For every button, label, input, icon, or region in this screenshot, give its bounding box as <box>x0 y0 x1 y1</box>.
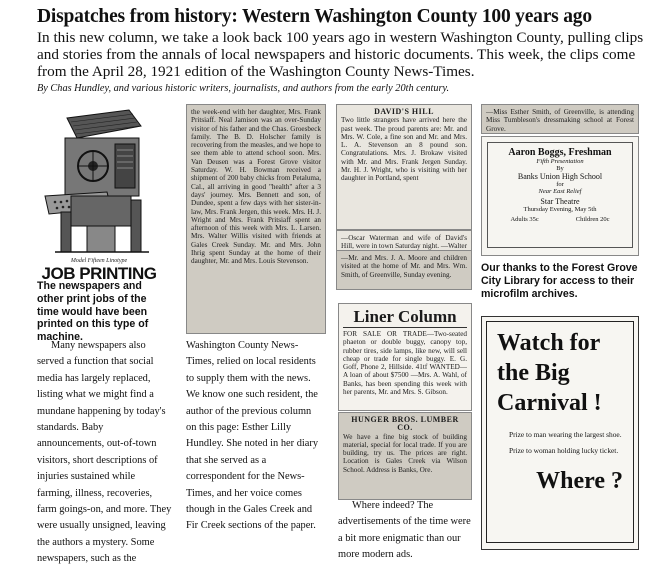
linotype-machine-icon <box>37 104 161 280</box>
job-printing-banner: JOB PRINTING <box>41 264 157 280</box>
news-clip-family-notes <box>186 104 326 334</box>
clip-text: FOR SALE OR TRADE—Two-seated phaeton or double buggy, canopy top, rubber tires, side lamps, like new, will sell cheap or trade for single buggy. E. G. Goff, Phone 2, Hillside. 41tf WANTED—A loan of about $7500 —Mrs. A. Wahl, of Banks, has been spending this week with her parents, Mr. and Mrs. S. Gibson. <box>343 330 467 397</box>
news-clip-hunger-bros <box>338 412 472 500</box>
carnival-prize-1: Prize to man wearing the largest shoe. <box>509 430 622 439</box>
ad-aaron-boggs <box>481 136 639 256</box>
clip-text: —Mr. and Mrs. J. A. Moore and children visited at the home of Mr. and Mrs. Wm. Smith, of Greenville, Sunday evening. <box>341 254 467 279</box>
ad-big-carnival <box>481 316 639 550</box>
ad-venue: Star Theatre <box>540 197 580 206</box>
news-clip-esther-smith <box>481 104 639 134</box>
carnival-where: Where ? <box>536 468 623 494</box>
carnival-line-1: Watch for <box>497 330 601 356</box>
carnival-line-2: the Big <box>497 360 570 386</box>
clip-text: We have a fine big stock of building material, special for local trade. If you are building, try us. The prices are right. Location is Gales Creek via Wilson School. Address is Banks, Ore. <box>343 432 467 474</box>
news-clip-davids-hill <box>336 104 472 230</box>
ad-date: Thursday Evening, May 5th <box>523 206 597 213</box>
clip-text: —Miss Esther Smith, of Greenville, is attending Miss Tumbleson's dressmaking school at Forest Grove. <box>486 108 634 133</box>
news-clip-moore <box>336 250 472 290</box>
news-clip-waterman <box>336 230 472 252</box>
clip-text: —Oscar Waterman and wife of David's Hill, were in town Saturday night. —Walter <box>341 234 467 251</box>
ad-subtitle: Fifth Presentation <box>536 158 584 165</box>
liner-heading: Liner Column <box>343 307 467 328</box>
ad-title: Aaron Boggs, Freshman <box>508 147 612 158</box>
ad-school: Banks Union High School <box>517 172 603 181</box>
body-column-2: Washington County News-Times, relied on local residents to supply them with the news. We know one such resident, the author of the previous column on this page: Esther Lilly Hundley. She noted in her diary that she served as a correspondent for the News-Times, and her voice comes though in the Gales Creek and Fir Creek sections of the paper. <box>186 340 319 532</box>
ad-adult-price: Adults 35c <box>510 216 539 223</box>
body-column-3: Where indeed? The advertisements of the time were a bit more enigmatic than our more modern ads. <box>338 500 471 561</box>
thanks-note: Our thanks to the Forest Grove City Library for access to their microfilm archives. <box>481 262 638 300</box>
ad-cause: Near East Relief <box>538 188 582 195</box>
linotype-caption: Model Fifteen Linotype <box>70 258 128 264</box>
ad-by: By <box>556 165 564 172</box>
linotype-illustration <box>37 104 161 280</box>
press-caption: The newspapers and other print jobs of the time would have been printed on this type of machine. <box>37 280 149 344</box>
body-column-1: Many newspapers also served a function that social media has largely replaced, listing what we might find a mundane happening by today's standards. Baby announcements, out-of-town visitors, short descriptions of injuries sustained while farming, illness, recoveries, farm goings-on, and more. They were usually unsigned, leaving the authors a mystery. Some newspapers, such as the <box>37 340 172 565</box>
ad-child-price: Children 20c <box>575 216 610 223</box>
clip-text: the week-end with her daughter, Mrs. Frank Pritsiaff. Neal Jamison was an over-Sunday visitor of his father and the Chas. Groesbeck family. The B. D. Holscher family is recovering from the measles, and we hope to see them able to attend school soon. Mrs. Van Deusen was a Forest Grove visitor Saturday. W. H. Bowman received a shipment of 200 baby chicks from Petaluma, Cal., all arriving in good "health" after a 3 days' journey. Mrs. Bennett and son, of Dundee, spent a few days with her sister-in-law, Mrs. Frank Jergen, this week. Mrs. H. J. Wright and Mrs. Frank Pritsiaff spent an afternoon of this week with Mrs. L. Larsen. Mrs. Walter Willis visited with friends at Gales Creek Sunday. Mr. and Mrs. John Ihrig spent Sunday at the home of their daughter, Mr. and Mrs. Louis Stevenson. <box>191 108 321 266</box>
news-clip-liner-column <box>338 303 472 411</box>
clip-heading: HUNGER BROS. LUMBER CO. <box>351 415 459 433</box>
page-title: Dispatches from history: Western Washington County 100 years ago <box>37 6 592 27</box>
clip-text: Two little strangers have arrived here the past week. The proud parents are: Mr. and Mrs. W. Cole, a fine son and Mr. and Mrs. L. A. Stevenson an 8 pound son. Congratulations. Mrs. J. Brokaw visited with Mr. and Mrs. Frank Jergen Sunday. Mr. H. J. Wright, who is visiting with her daughter in Portland, spent <box>341 116 467 183</box>
carnival-prize-2: Prize to woman holding lucky ticket. <box>509 446 619 455</box>
clip-heading: DAVID'S HILL <box>374 107 434 116</box>
carnival-line-3: Carnival ! <box>497 390 602 416</box>
intro-paragraph: In this new column, we take a look back 100 years ago in western Washington County, pulling clips and stories from the annals of local newspapers and historic documents. This week, the clips come from the April 28, 1921 edition of the Washington County News-Times. <box>37 29 644 80</box>
byline: By Chas Hundley, and various historic writers, journalists, and authors from the early 20th century. <box>37 83 450 94</box>
ad-for: for <box>556 181 564 188</box>
